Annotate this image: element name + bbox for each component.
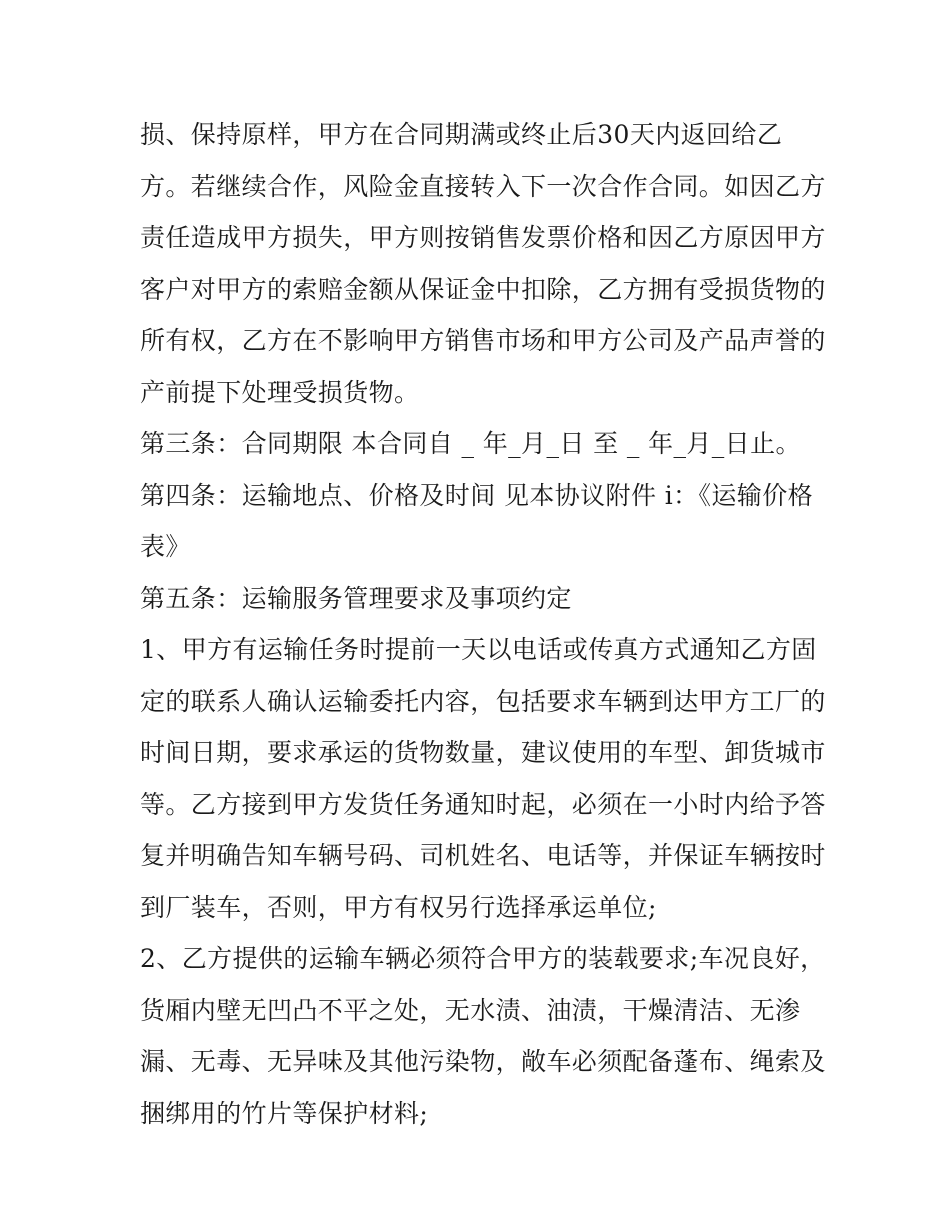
document-body [140,109,826,1139]
text-line: 客户对甲方的索赔金额从保证金中扣除，乙方拥有受损货物的 [140,274,826,304]
clause-1-line: 1、甲方有运输任务时提前一天以电话或传真方式通知乙方固 [140,635,817,664]
article-5-heading: 第五条：运输服务管理要求及事项约定 [140,583,572,613]
text-line: 表》 [140,532,191,561]
clause-2-line: 2、乙方提供的运输车辆必须符合甲方的装载要求;车况良好， [140,944,826,973]
text-line: 漏、无毒、无异味及其他污染物，敞车必须配备蓬布、绳索及 [140,1047,826,1076]
article-4-heading: 第四条：运输地点、价格及时间 见本协议附件 i：《运输价格 [140,480,813,510]
text-line: 时间日期，要求承运的货物数量，建议使用的车型、卸货城市 [140,738,826,767]
text-line: 捆绑用的竹片等保护材料; [140,1098,429,1128]
text-line: 所有权，乙方在不影响甲方销售市场和甲方公司及产品声誉的 [140,326,826,355]
text-line: 复并明确告知车辆号码、司机姓名、电话等，并保证车辆按时 [140,841,826,870]
text-line: 到厂装车，否则，甲方有权另行选择承运单位; [140,892,657,922]
text-line: 货厢内壁无凹凸不平之处，无水渍、油渍，干燥清洁、无渗 [140,995,801,1025]
text-line: 方。若继续合作，风险金直接转入下一次合作合同。如因乙方 [140,171,826,201]
article-3-heading: 第三条：合同期限 本合同自 _ 年_月_日 至 _ 年_月_日止。 [140,429,801,458]
text-line: 损、保持原样，甲方在合同期满或终止后30天内返回给乙 [140,120,783,149]
text-line: 产前提下处理受损货物。 [140,377,420,407]
text-line: 责任造成甲方损失，甲方则按销售发票价格和因乙方原因甲方 [140,223,826,252]
text-line: 定的联系人确认运输委托内容，包括要求车辆到达甲方工厂的 [140,686,826,716]
text-line: 等。乙方接到甲方发货任务通知时起，必须在一小时内给予答 [140,789,826,819]
